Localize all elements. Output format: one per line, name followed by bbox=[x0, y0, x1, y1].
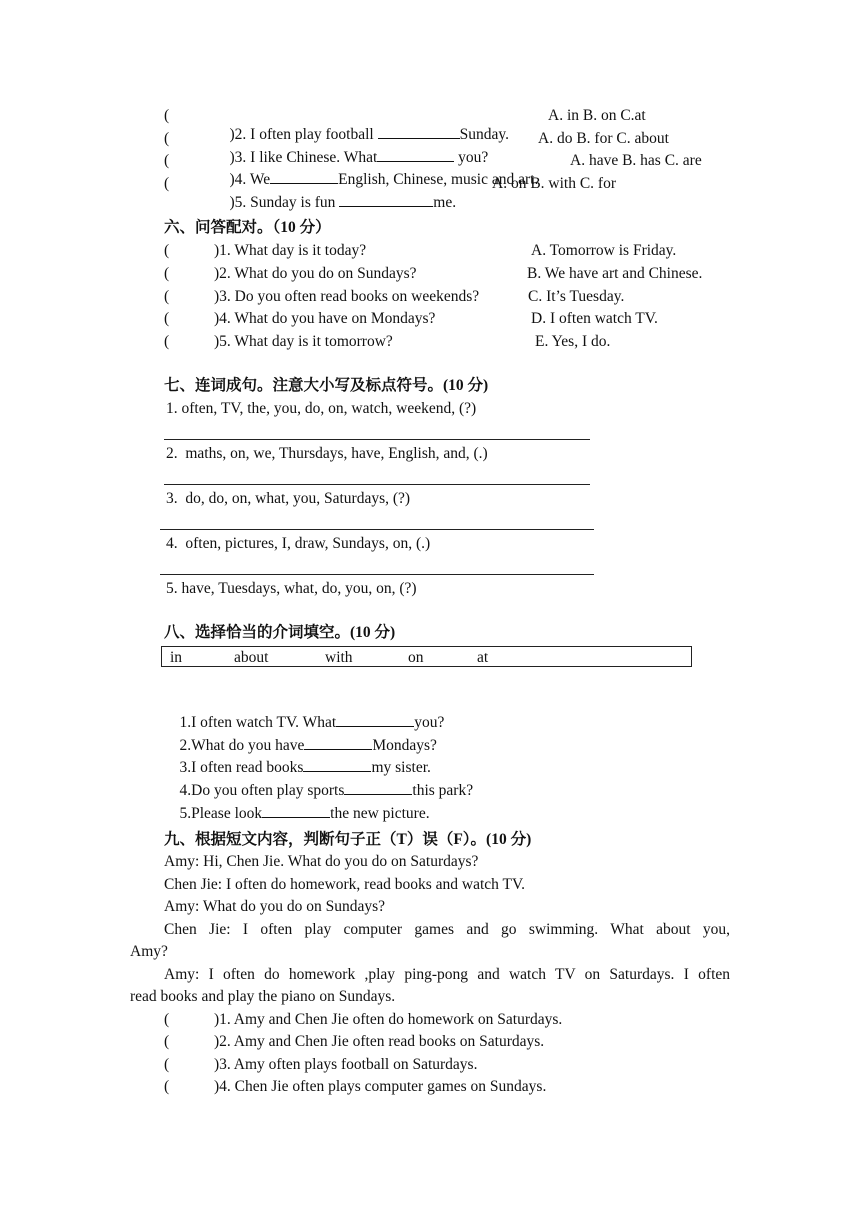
passage-line: Amy: What do you do on Sundays? bbox=[164, 898, 386, 915]
word-list: 4. often, pictures, I, draw, Sundays, on, (.) bbox=[166, 535, 431, 552]
question-text: )4. We bbox=[229, 170, 271, 188]
match-question: )2. What do you do on Sundays? bbox=[214, 265, 417, 282]
passage-line: Amy? bbox=[130, 943, 168, 960]
answer-paren: ( bbox=[164, 310, 170, 327]
question-text: )3. I like Chinese. What bbox=[229, 148, 378, 166]
tf-statement: )2. Amy and Chen Jie often read books on Saturdays. bbox=[214, 1033, 545, 1050]
question-text: 5.Please look bbox=[179, 804, 263, 822]
match-answer: C. It’s Tuesday. bbox=[528, 288, 625, 305]
match-answer: A. Tomorrow is Friday. bbox=[531, 242, 677, 259]
question-text: )5. Sunday is fun bbox=[229, 193, 340, 211]
answer-paren: ( bbox=[164, 333, 170, 350]
match-answer: D. I often watch TV. bbox=[531, 310, 658, 327]
word-bank-item: in bbox=[170, 649, 183, 666]
match-answer: E. Yes, I do. bbox=[535, 333, 611, 350]
answer-paren: ( bbox=[164, 107, 170, 124]
answer-line[interactable] bbox=[164, 439, 590, 440]
question-text: this park? bbox=[412, 781, 474, 799]
question-text: 2.What do you have bbox=[179, 736, 305, 754]
word-list: 3. do, do, on, what, you, Saturdays, (?) bbox=[166, 490, 411, 507]
passage-line: Chen Jie: I often do homework, read books and watch TV. bbox=[164, 876, 526, 893]
answer-paren: ( bbox=[164, 242, 170, 259]
answer-paren: ( bbox=[164, 1033, 170, 1050]
mc-options: A. do B. for C. about bbox=[538, 130, 669, 147]
tf-statement: )1. Amy and Chen Jie often do homework on Saturdays. bbox=[214, 1011, 563, 1028]
answer-line[interactable] bbox=[160, 529, 594, 530]
answer-paren: ( bbox=[164, 1078, 170, 1095]
word-bank-item: with bbox=[325, 649, 353, 666]
fill-question bbox=[164, 787, 430, 837]
word-bank bbox=[161, 646, 692, 667]
tf-statement: )4. Chen Jie often plays computer games on Sundays. bbox=[214, 1078, 547, 1095]
section7-title: 七、连词成句。注意大小写及标点符号。(10 分) bbox=[164, 377, 489, 394]
answer-paren: ( bbox=[164, 152, 170, 169]
mc-options: A. on B. with C. for bbox=[492, 175, 616, 192]
answer-paren: ( bbox=[164, 175, 170, 192]
match-question: )4. What do you have on Mondays? bbox=[214, 310, 436, 327]
answer-paren: ( bbox=[164, 265, 170, 282]
question-text: 4.Do you often play sports bbox=[179, 781, 345, 799]
match-question: )5. What day is it tomorrow? bbox=[214, 333, 393, 350]
question-text: 3.I often read books bbox=[179, 758, 304, 776]
passage-line: Amy: I often do homework ,play ping-pong and watch TV on Saturdays. I often bbox=[164, 966, 730, 983]
question-text: English, Chinese, music and art. bbox=[338, 170, 539, 188]
answer-blank[interactable] bbox=[262, 803, 330, 818]
word-bank-item: on bbox=[408, 649, 424, 666]
answer-paren: ( bbox=[164, 288, 170, 305]
question-text: )2. I often play football bbox=[229, 125, 378, 143]
match-answer: B. We have art and Chinese. bbox=[527, 265, 703, 282]
question-text: me. bbox=[433, 193, 457, 211]
question-text: my sister. bbox=[371, 758, 431, 776]
question-text: you? bbox=[454, 148, 489, 166]
question-text: Mondays? bbox=[372, 736, 437, 754]
match-question: )3. Do you often read books on weekends? bbox=[214, 288, 480, 305]
question-text: you? bbox=[414, 713, 445, 731]
answer-paren: ( bbox=[164, 1011, 170, 1028]
passage-line: Chen Jie: I often play computer games and go swimming. What about you, bbox=[164, 921, 730, 938]
answer-line[interactable] bbox=[160, 574, 594, 575]
question-text: 1.I often watch TV. What bbox=[179, 713, 337, 731]
question-text: Sunday. bbox=[459, 125, 509, 143]
mc-options: A. in B. on C.at bbox=[548, 107, 646, 124]
answer-paren: ( bbox=[164, 130, 170, 147]
mc-options: A. have B. has C. are bbox=[570, 152, 702, 169]
word-list: 1. often, TV, the, you, do, on, watch, weekend, (?) bbox=[166, 400, 477, 417]
question-text: the new picture. bbox=[330, 804, 430, 822]
passage-line: Amy: Hi, Chen Jie. What do you do on Saturdays? bbox=[164, 853, 479, 870]
answer-blank[interactable] bbox=[339, 192, 433, 207]
word-bank-item: at bbox=[477, 649, 489, 666]
word-list: 5. have, Tuesdays, what, do, you, on, (?) bbox=[166, 580, 417, 597]
tf-statement: )3. Amy often plays football on Saturdays. bbox=[214, 1056, 478, 1073]
answer-paren: ( bbox=[164, 1056, 170, 1073]
answer-line[interactable] bbox=[164, 484, 590, 485]
section9-title: 九、根据短文内容，判断句子正（T）误（F）。(10 分) bbox=[164, 831, 532, 848]
section8-title: 八、选择恰当的介词填空。(10 分) bbox=[164, 624, 396, 641]
section6-title: 六、问答配对。（10 分） bbox=[164, 219, 331, 236]
word-list: 2. maths, on, we, Thursdays, have, English, and, (.) bbox=[166, 445, 488, 462]
match-question: )1. What day is it today? bbox=[214, 242, 367, 259]
passage-line: read books and play the piano on Sundays. bbox=[130, 988, 396, 1005]
word-bank-item: about bbox=[234, 649, 269, 666]
